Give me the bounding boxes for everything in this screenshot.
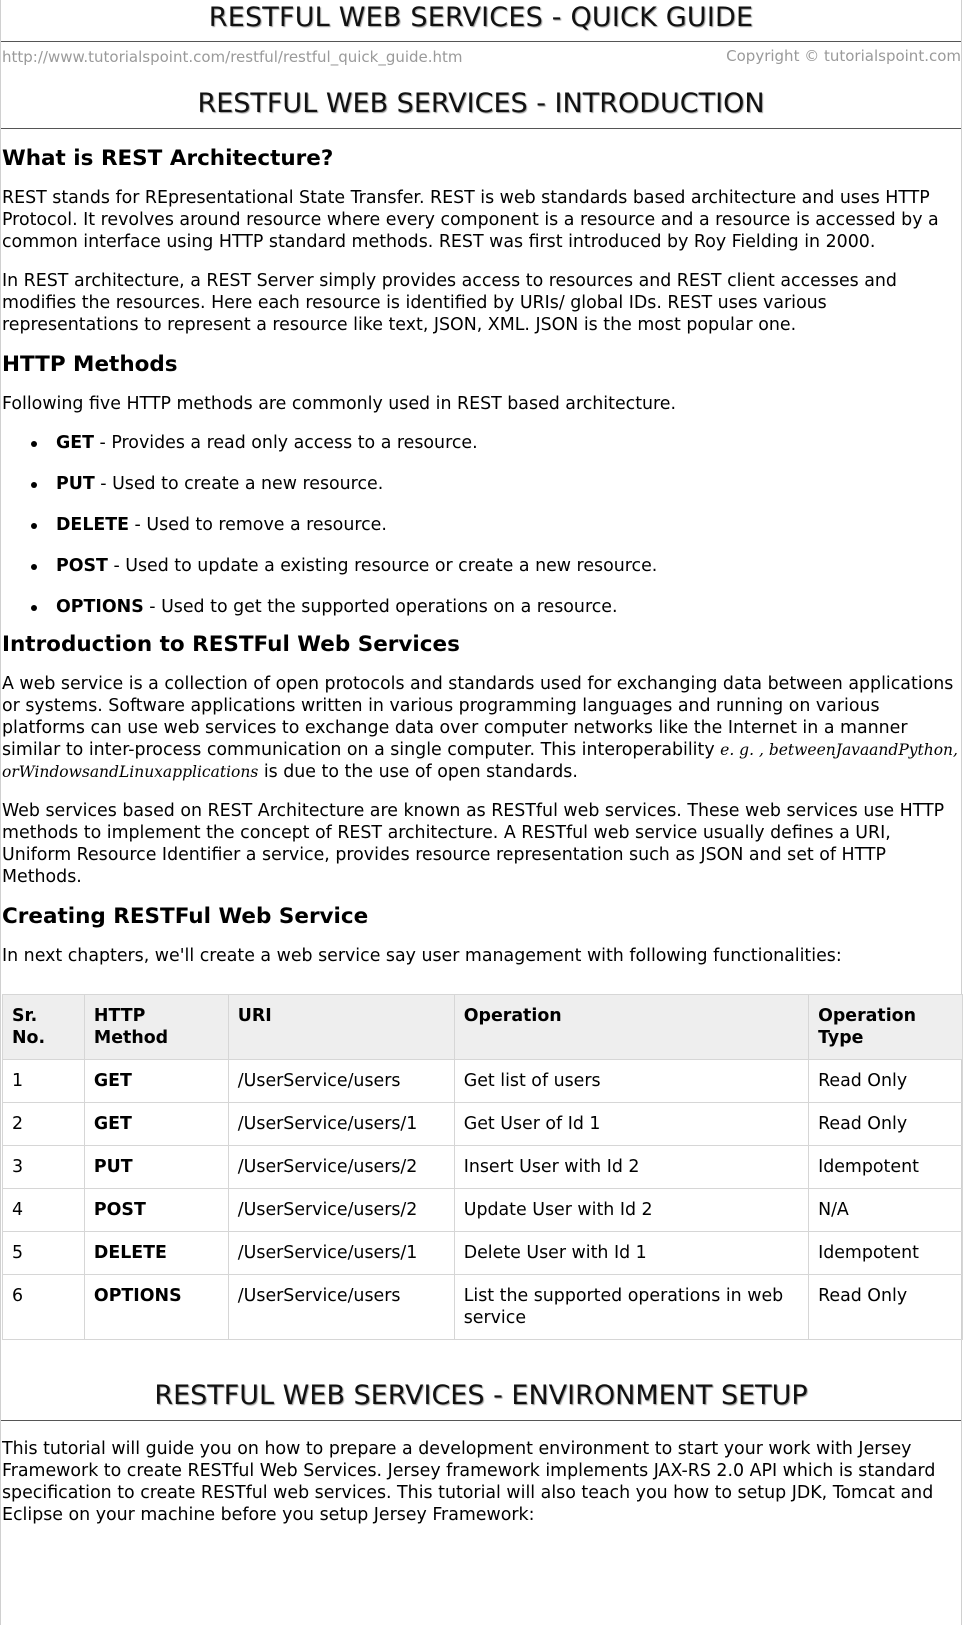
method-name: POST — [56, 556, 108, 576]
cell-http-method — [84, 1146, 228, 1189]
column-header: Operation — [454, 995, 808, 1060]
heading-intro-restful-ws: Introduction to RESTFul Web Services — [2, 632, 460, 657]
cell-operation-type: Read Only — [809, 1103, 963, 1146]
cell-sr-no: 2 — [3, 1103, 85, 1146]
cell-operation-type: Read Only — [809, 1275, 963, 1340]
cell-http-method — [84, 1103, 228, 1146]
http-method-text: POST — [93, 1200, 146, 1220]
paragraph-text-start: A web service is a collection of open protocols and standards used for exchanging data between applications or systems. Software applications written in various programming languages and running on various platforms can use web services to exchange data over computer networks like the Internet in a manner similar to inter-process communication on a single computer. This interoperability — [2, 674, 954, 760]
table-row — [3, 1232, 963, 1275]
table-row — [3, 1146, 963, 1189]
column-header: Operation Type — [809, 995, 963, 1060]
cell-operation-type: Idempotent — [809, 1232, 963, 1275]
method-name: PUT — [56, 474, 95, 494]
paragraph-web-service-definition — [1, 673, 961, 783]
cell-uri: /UserService/users/2 — [228, 1146, 454, 1189]
cell-uri: /UserService/users/1 — [228, 1232, 454, 1275]
cell-http-method — [84, 1060, 228, 1103]
list-item — [1, 514, 961, 555]
table-row — [3, 1103, 963, 1146]
column-header: HTTP Method — [84, 995, 228, 1060]
cell-operation-type: Read Only — [809, 1060, 963, 1103]
method-name: GET — [56, 433, 95, 453]
paragraph-text-end: is due to the use of open standards. — [258, 762, 578, 782]
cell-operation: Delete User with Id 1 — [454, 1232, 808, 1275]
http-method-text: OPTIONS — [93, 1286, 182, 1306]
cell-sr-no: 4 — [3, 1189, 85, 1232]
cell-operation: Update User with Id 2 — [454, 1189, 808, 1232]
table-header-row — [3, 995, 963, 1060]
document-title: RESTFUL WEB SERVICES - QUICK GUIDE — [1, 0, 961, 42]
cell-operation: Insert User with Id 2 — [454, 1146, 808, 1189]
cell-sr-no: 1 — [3, 1060, 85, 1103]
cell-http-method — [84, 1275, 228, 1340]
table-row — [3, 1060, 963, 1103]
user-service-table — [2, 994, 963, 1340]
paragraph-creating-ws: In next chapters, we'll create a web service say user management with following functionalities: — [2, 946, 842, 966]
method-description: - Provides a read only access to a resource. — [94, 433, 478, 453]
column-header: URI — [228, 995, 454, 1060]
cell-sr-no: 3 — [3, 1146, 85, 1189]
cell-sr-no: 6 — [3, 1275, 85, 1340]
source-url[interactable]: http://www.tutorialspoint.com/restful/restful_quick_guide.htm — [2, 48, 463, 66]
cell-http-method — [84, 1232, 228, 1275]
list-item — [1, 555, 961, 596]
list-item — [1, 473, 961, 514]
bullet-icon — [31, 564, 37, 570]
paragraph-rest-architecture: In REST architecture, a REST Server simply provides access to resources and REST client accesses and modifies the resources. Here each resource is identified by URIs/ global IDs. REST uses various representations to represent a resource like text, JSON, XML. JSON is the most popular one. — [2, 271, 897, 335]
bullet-icon — [31, 605, 37, 611]
bullet-icon — [31, 441, 37, 447]
list-item — [1, 432, 961, 473]
cell-http-method — [84, 1189, 228, 1232]
cell-uri: /UserService/users — [228, 1275, 454, 1340]
cell-operation-type: Idempotent — [809, 1146, 963, 1189]
heading-what-is-rest: What is REST Architecture? — [2, 146, 334, 171]
http-method-text: GET — [93, 1071, 132, 1091]
paragraph-restful-ws: Web services based on REST Architecture are known as RESTful web services. These web services use HTTP methods to implement the concept of REST architecture. A RESTful web service usually defines a URI, Uniform Resource Identifier a service, provides resource representation such as JSON and set of HTTP Methods. — [2, 801, 945, 887]
cell-operation-type: N/A — [809, 1189, 963, 1232]
copyright-notice: Copyright © tutorialspoint.com — [726, 47, 961, 65]
cell-sr-no: 5 — [3, 1232, 85, 1275]
cell-uri: /UserService/users/1 — [228, 1103, 454, 1146]
cell-uri: /UserService/users — [228, 1060, 454, 1103]
paragraph-rest-definition: REST stands for REpresentational State Transfer. REST is web standards based architecture and uses HTTP Protocol. It revolves around resource where every component is a resource and a resource is accessed by a common interface using HTTP standard methods. REST was first introduced by Roy Fielding in 2000. — [2, 188, 939, 252]
cell-operation: Get User of Id 1 — [454, 1103, 808, 1146]
section-title-introduction: RESTFUL WEB SERVICES - INTRODUCTION — [1, 86, 961, 129]
list-item — [1, 596, 961, 626]
http-method-text: GET — [93, 1114, 132, 1134]
bullet-icon — [31, 523, 37, 529]
heading-creating-restful-ws: Creating RESTFul Web Service — [2, 904, 369, 929]
heading-http-methods: HTTP Methods — [2, 352, 178, 377]
column-header: Sr. No. — [3, 995, 85, 1060]
inline-math: e. g. , betweenJavaandPython, orWindowsandLinuxapplications — [2, 741, 958, 781]
http-methods-list — [1, 432, 961, 626]
method-description: - Used to get the supported operations on a resource. — [143, 597, 618, 617]
paragraph-environment-setup: This tutorial will guide you on how to prepare a development environment to start your work with Jersey Framework to create RESTful Web Services. Jersey framework implements JAX-RS 2.0 API which is standard specification to create RESTful web services. This tutorial will also teach you how to setup JDK, Tomcat and Eclipse on your machine before you setup Jersey Framework: — [2, 1439, 936, 1525]
section-title-environment-setup: RESTFUL WEB SERVICES - ENVIRONMENT SETUP — [1, 1378, 961, 1421]
http-method-text: PUT — [93, 1157, 133, 1177]
cell-operation: Get list of users — [454, 1060, 808, 1103]
table-row — [3, 1189, 963, 1232]
cell-operation: List the supported operations in web service — [454, 1275, 808, 1340]
method-description: - Used to update a existing resource or create a new resource. — [107, 556, 658, 576]
method-name: OPTIONS — [56, 597, 144, 617]
http-method-text: DELETE — [93, 1243, 167, 1263]
method-description: - Used to create a new resource. — [94, 474, 384, 494]
table-row — [3, 1275, 963, 1340]
bullet-icon — [31, 482, 37, 488]
cell-uri: /UserService/users/2 — [228, 1189, 454, 1232]
page-meta — [1, 42, 961, 70]
paragraph-http-methods: Following five HTTP methods are commonly used in REST based architecture. — [2, 394, 677, 414]
method-name: DELETE — [56, 515, 130, 535]
method-description: - Used to remove a resource. — [129, 515, 387, 535]
